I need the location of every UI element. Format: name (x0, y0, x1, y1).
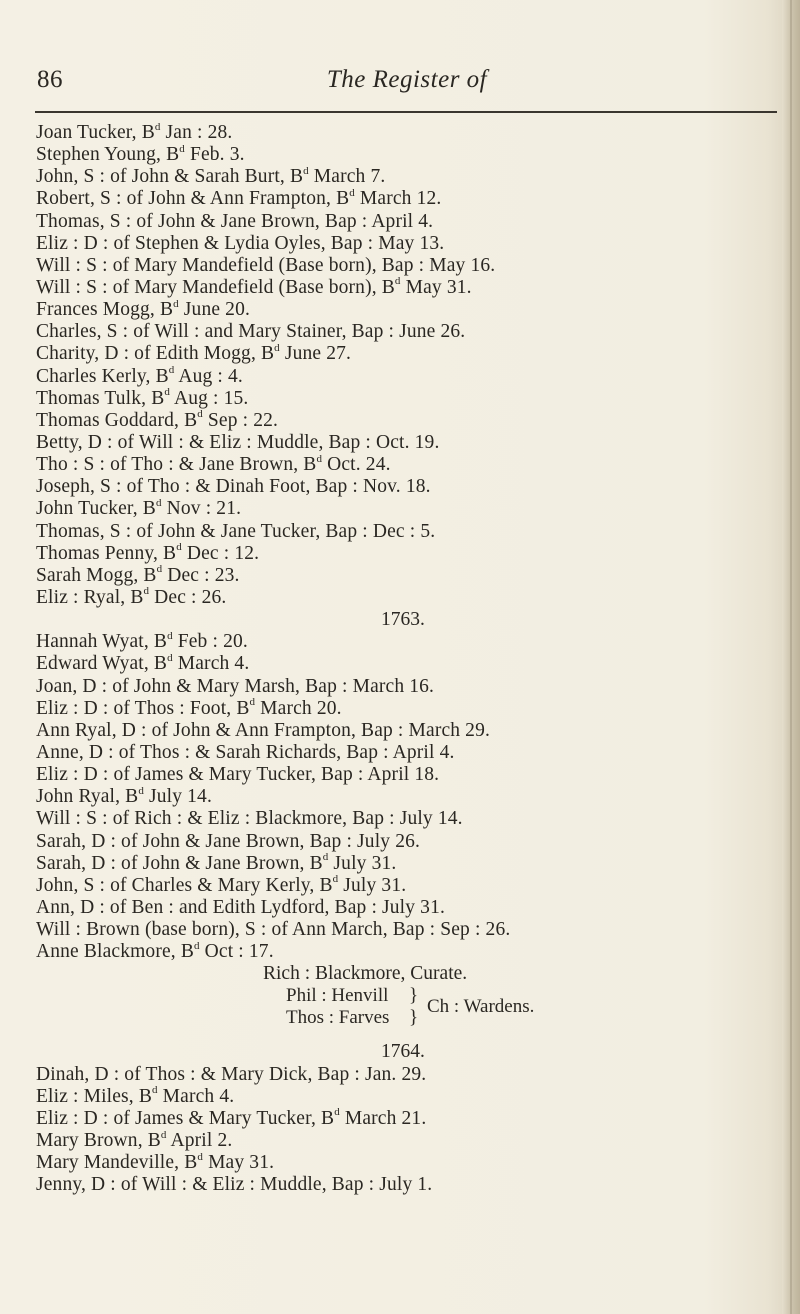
register-entry (36, 476, 776, 498)
entry-superscript: d (303, 164, 309, 177)
register-entry (36, 786, 776, 808)
register-entry (36, 1108, 776, 1130)
register-entry (36, 1064, 776, 1086)
entry-text: Thomas, S : of John & Jane Brown, Bap : April 4. (36, 210, 434, 232)
entry-superscript: d (167, 629, 173, 642)
register-entry (36, 166, 776, 188)
entry-text: Charles Kerly, B (36, 365, 169, 387)
entry-superscript: d (164, 386, 171, 399)
entry-superscript: d (173, 297, 179, 310)
entry-superscript: d (249, 696, 256, 709)
entry-superscript: d (193, 939, 200, 952)
entry-date: Aug : 15. (170, 387, 249, 409)
register-entry (36, 720, 776, 742)
entry-text: Thomas Tulk, B (36, 387, 165, 409)
entry-date: July 14. (143, 786, 212, 808)
curate-signature: Rich : Blackmore, Curate. (263, 963, 468, 985)
entry-date: Jan : 28. (160, 122, 233, 143)
entry-text: Ann, D : of Ben : and Edith Lydford, Bap : July 31. (36, 896, 445, 918)
register-entry (36, 233, 776, 255)
register-entry (36, 255, 776, 277)
entry-date: July 31. (338, 874, 407, 896)
entry-date: March 4. (172, 653, 250, 675)
entry-superscript: d (332, 873, 339, 886)
register-entry (36, 1086, 776, 1108)
entry-text: John, S : of John & Sarah Burt, B (36, 166, 304, 188)
register-entry (36, 808, 776, 830)
entry-date: May 31. (400, 276, 472, 298)
entry-text: Edward Wyat, B (36, 653, 168, 675)
page-edge-line (790, 0, 792, 1314)
entry-text: Dinah, D : of Thos : & Mary Dick, Bap : Jan. 29. (36, 1063, 427, 1085)
entry-date: Sep : 22. (202, 409, 279, 431)
register-entry (36, 742, 776, 764)
entry-superscript: d (143, 585, 150, 598)
entry-text: Joan, D : of John & Mary Marsh, Bap : March 16. (36, 675, 435, 697)
entry-date: Nov : 21. (161, 498, 242, 520)
entry-superscript: d (152, 1084, 158, 1097)
register-entry (36, 853, 776, 875)
register-entry (36, 211, 776, 233)
register-entry (36, 432, 776, 454)
entry-text: Betty, D : of Will : & Eliz : Muddle, Bap : Oct. 19. (36, 431, 440, 453)
entry-text: Charity, D : of Edith Mogg, B (36, 343, 275, 365)
entry-text: Will : Brown (base born), S : of Ann March, Bap : Sep : 26. (36, 919, 511, 941)
year-heading-1763: 1763. (381, 609, 425, 631)
entry-text: Stephen Young, B (36, 144, 180, 166)
entry-text: Will : S : of Mary Mandefield (Base born), B (36, 276, 395, 298)
warden-name-2: Thos : Farves (286, 1007, 390, 1029)
register-entry (36, 565, 776, 587)
entry-date: Feb : 20. (172, 631, 248, 653)
entry-text: Eliz : Miles, B (36, 1085, 152, 1107)
entries-1764 (36, 1064, 776, 1197)
entry-text: Will : S : of Rich : & Eliz : Blackmore, Bap : July 14. (36, 808, 463, 830)
warden-name-1: Phil : Henvill (286, 985, 389, 1007)
register-entry (36, 919, 776, 941)
entry-text: Mary Brown, B (36, 1130, 161, 1152)
entry-text: Thomas Goddard, B (36, 409, 198, 431)
entry-date: Oct : 17. (199, 941, 274, 963)
entry-superscript: d (334, 1106, 340, 1119)
entry-date: Dec : 26. (149, 586, 227, 608)
wardens-signature (286, 985, 776, 1031)
entry-superscript: d (197, 1150, 204, 1163)
entry-superscript: d (274, 341, 280, 354)
entry-text: John, S : of Charles & Mary Kerly, B (36, 874, 333, 896)
register-entry (36, 321, 776, 343)
entry-text: Sarah Mogg, B (36, 564, 157, 586)
register-entry (36, 764, 776, 786)
entry-superscript: d (322, 851, 329, 864)
entry-text: Frances Mogg, B (36, 299, 174, 321)
entry-text: Charles, S : of Will : and Mary Stainer, Bap : June 26. (36, 321, 466, 343)
register-entry (36, 366, 776, 388)
register-entry (36, 897, 776, 919)
entry-superscript: d (160, 1128, 167, 1141)
register-entry (36, 454, 776, 476)
register-entry (36, 343, 776, 365)
register-entry (36, 676, 776, 698)
register-entry (36, 543, 776, 565)
wardens-label: Ch : Wardens. (427, 996, 535, 1018)
register-entry (36, 410, 776, 432)
entry-text: Hannah Wyat, B (36, 631, 168, 653)
entry-text: Joseph, S : of Tho : & Dinah Foot, Bap : Nov. 18. (36, 476, 431, 498)
entry-superscript: d (316, 452, 323, 465)
entry-superscript: d (138, 784, 144, 797)
entry-superscript: d (179, 142, 185, 155)
entry-text: Mary Mandeville, B (36, 1152, 198, 1174)
register-body (36, 122, 776, 1196)
entry-text: Anne, D : of Thos : & Sarah Richards, Bap : April 4. (36, 741, 455, 763)
entry-date: March 12. (354, 188, 442, 210)
entry-text: John Tucker, B (36, 498, 156, 520)
entry-date: July 31. (328, 852, 397, 874)
register-entry (36, 299, 776, 321)
register-entry (36, 587, 776, 609)
entry-date: Aug : 4. (174, 365, 243, 387)
entry-superscript: d (176, 541, 182, 554)
year-heading-1764: 1764. (381, 1041, 425, 1063)
entry-date: Feb. 3. (184, 144, 245, 166)
entry-text: Robert, S : of John & Ann Frampton, B (36, 188, 350, 210)
entry-text: Jenny, D : of Will : & Eliz : Muddle, Bap : July 1. (36, 1174, 433, 1196)
register-entry (36, 1174, 776, 1196)
entry-text: Eliz : D : of Stephen & Lydia Oyles, Bap : May 13. (36, 232, 445, 254)
entry-date: March 7. (308, 166, 386, 188)
entry-superscript: d (155, 496, 162, 509)
register-entry (36, 388, 776, 410)
entry-text: Will : S : of Mary Mandefield (Base born), Bap : May 16. (36, 254, 496, 276)
entry-text: Eliz : Ryal, B (36, 586, 144, 608)
register-entry (36, 521, 776, 543)
entry-text: Thomas Penny, B (36, 542, 177, 564)
brace-top: } (409, 985, 419, 1007)
register-entry (36, 498, 776, 520)
header-rule (35, 111, 777, 113)
register-entry (36, 1152, 776, 1174)
entry-date: Oct. 24. (322, 454, 391, 476)
register-entry (36, 122, 776, 144)
entry-text: Eliz : D : of Thos : Foot, B (36, 697, 250, 719)
entry-superscript: d (167, 651, 173, 664)
entry-date: March 4. (157, 1085, 235, 1107)
entry-superscript: d (156, 563, 163, 576)
entry-date: March 21. (339, 1107, 427, 1129)
entry-text: Sarah, D : of John & Jane Brown, B (36, 852, 323, 874)
register-entry (36, 653, 776, 675)
register-entry (36, 941, 776, 963)
brace-bottom: } (409, 1007, 419, 1029)
entry-date: April 2. (166, 1130, 233, 1152)
page-number: 86 (37, 66, 63, 93)
entry-superscript: d (349, 186, 355, 199)
register-entry (36, 277, 776, 299)
entry-text: Sarah, D : of John & Jane Brown, Bap : July 26. (36, 830, 421, 852)
entry-text: Anne Blackmore, B (36, 941, 194, 963)
entry-text: Tho : S : of Tho : & Jane Brown, B (36, 454, 317, 476)
register-entry (36, 188, 776, 210)
register-entry (36, 875, 776, 897)
entry-text: Ann Ryal, D : of John & Ann Frampton, Bap : March 29. (36, 719, 491, 741)
entry-superscript: d (168, 364, 175, 377)
entry-date: June 20. (178, 299, 250, 321)
entry-superscript: d (394, 275, 401, 288)
entry-text: Thomas, S : of John & Jane Tucker, Bap : Dec : 5. (36, 520, 436, 542)
entry-date: June 27. (279, 343, 352, 365)
entry-date: May 31. (203, 1152, 275, 1174)
entry-text: Eliz : D : of James & Mary Tucker, B (36, 1107, 335, 1129)
entry-date: Dec : 23. (162, 564, 240, 586)
entry-superscript: d (154, 120, 161, 133)
register-entry (36, 631, 776, 653)
register-entry (36, 144, 776, 166)
entries-1762 (36, 122, 776, 609)
entry-date: Dec : 12. (181, 542, 260, 564)
register-entry (36, 1130, 776, 1152)
entry-superscript: d (197, 408, 203, 421)
entry-date: March 20. (255, 697, 342, 719)
register-entry (36, 831, 776, 853)
entries-1763 (36, 631, 776, 963)
entry-text: John Ryal, B (36, 786, 139, 808)
entry-text: Joan Tucker, B (36, 122, 155, 143)
entry-text: Eliz : D : of James & Mary Tucker, Bap : April 18. (36, 764, 440, 786)
register-entry (36, 698, 776, 720)
running-title: The Register of (326, 66, 488, 93)
page-header (37, 66, 777, 106)
